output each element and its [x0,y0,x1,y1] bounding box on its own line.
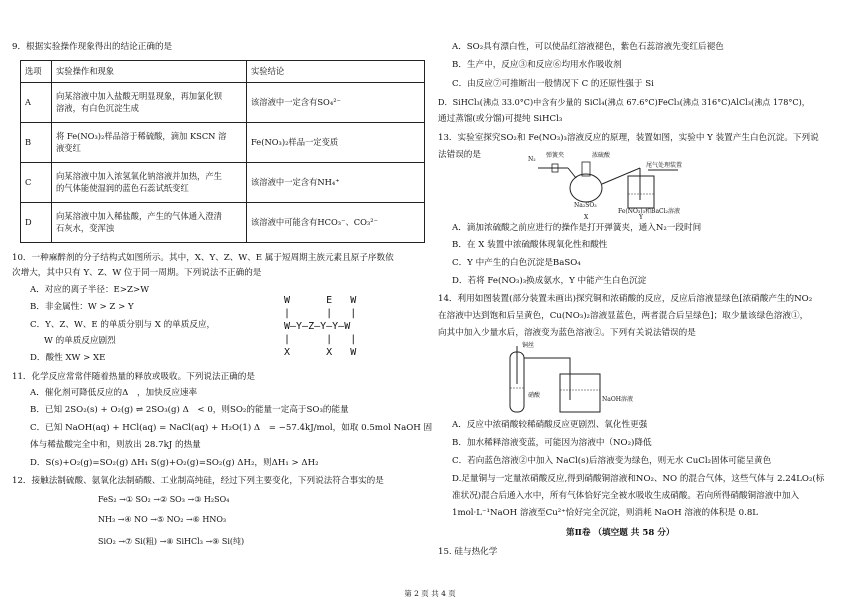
label-na2so3: Na₂SO₃ [574,202,597,209]
q14-option-b: B．加水稀释溶液变蓝，可能因为溶液中（NO₂)降低 [452,438,652,448]
q14-apparatus-figure [500,344,650,416]
q11-option-c-1: C．已知 NaOH(aq) + HCl(aq) = NaCl(aq) + H₂O(1) Δ = −57.4kJ/mol，如取 0.5mol NaOH 固 [30,423,433,433]
row-operation: 向某溶液中加入盐酸无明显现象，再加氯化钡 溶液，有白色沉淀生成 [52,83,247,123]
apparatus-drawing [500,344,650,416]
label-n2: N₂ [528,156,536,163]
q12-reaction-sulfur: FeS₂ →① SO₂ →② SO₃ →③ H₂SO₄ [98,495,230,504]
row-operation: 将 Fe(NO₃)₂样品溶于稀硫酸，滴加 KSCN 溶 液变红 [52,123,247,163]
q10-option-b: B．非金属性：W > Z > Y [30,302,134,312]
table-row [21,123,425,163]
q13-stem-2: 法错误的是 [438,150,481,160]
row-conclusion: Fe(NO₃)₂样品一定变质 [247,123,425,163]
row-operation: 向某溶液中加入浓氢氧化钠溶液并加热，产生 的气体能使湿润的蓝色石蕊试纸变红 [52,163,247,203]
row-operation: 向某溶液中加入稀盐酸，产生的气体通入澄清 石灰水，变浑浊 [52,203,247,243]
q15-stem: 15. 硅与热化学 [438,547,498,557]
q14-stem-3: 向其中加入少量水后，溶液变为蓝色溶液②。下列有关说法错误的是 [438,328,696,338]
label-naoh: NaOH溶液 [602,396,633,403]
q14-option-d-1: D.足量铜与一定量浓硝酸反应,得到硝酸铜溶液和NO₂、NO 的混合气体，这些气体与 2.24LO₂(标 [452,474,825,484]
q13-apparatus-figure [528,150,688,220]
label-spring-clip: 弹簧夹 [546,152,565,159]
q13-option-d: D．若将 Fe(NO₃)₃换成氨水，Y 中能产生白色沉淀 [452,276,647,286]
label-copper-wire: 铜丝 [522,342,535,349]
molecule-structure: W E W | | | W—Y—Z—Y—Y—W | | | X X W [284,295,357,358]
header-option: 选项 [21,61,52,83]
q14-option-d-3: 1mol·L⁻¹NaOH 溶液至Cu²⁺恰好完全沉淀，则消耗 NaOH 溶液的体积是 0.8L [452,508,758,518]
row-option: C [21,163,52,203]
q9-stem: 9．根据实验操作现象得出的结论正确的是 [12,42,173,52]
table-row [21,83,425,123]
q10-stem-2: 次增大，其中只有 Y、Z、W 位于同一周期。下列说法不正确的是 [12,268,262,278]
q10-option-a: A．对应的离子半径：E>Z>W [30,285,150,295]
row-conclusion: 该溶液中一定含有SO₄²⁻ [247,83,425,123]
label-solution: Fe(NO₃)₃和BaCl₂溶液 [618,208,680,215]
q13-option-b: B．在 X 装置中浓硫酸体现氧化性和酸性 [452,240,608,250]
q12-option-a: A．SO₂具有漂白性，可以使品红溶液褪色，紫色石蕊溶液先变红后褪色 [452,42,724,52]
q14-option-c: C．若向蓝色溶液②中加入 NaCl(s)后溶液变为绿色，则无水 CuCl₂固体可能呈黄色 [452,456,772,466]
table-row [21,203,425,243]
section-title: 第Ⅱ卷 （填空题 共 58 分） [566,528,675,538]
q12-option-d-1: D．SiHCl₃(沸点 33.0°C)中含有少量的 SiCl₄(沸点 67.6°C)FeCl₃(沸点 316°C)AlCl₃(沸点 178°C)， [438,97,810,107]
q11-stem: 11．化学反应常常伴随着热量的释放或吸收。下列说法正确的是 [12,372,255,382]
q10-stem-1: 10．一种麻醉剂的分子结构式如图所示。其中，X、Y、Z、W、E 属于短周期主族元素且原子序数依 [12,253,394,263]
q10-option-c-2: W 的单质反应剧烈 [44,336,116,346]
q13-option-c: C．Y 中产生的白色沉淀是BaSO₄ [452,258,581,268]
q11-option-b: B．已知 2SO₂(s) + O₂(g) ⇌ 2SO₃(g) Δ < 0，则SO₂的能量一定高于SO₃的能量 [30,405,349,415]
q11-option-c-2: 体与稀盐酸完全中和，则放出 28.7kJ 的热量 [30,440,201,450]
q10-option-d: D．酸性 XW > XE [30,353,106,363]
q12-reaction-silicon: SiO₂ →⑦ Si(粗) →⑧ SiHCl₃ →⑨ Si(纯) [98,537,245,546]
q10-option-c-1: C．Y、Z、W、E 的单质分别与 X 的单质反应， [30,320,216,330]
q13-stem-1: 13．实验室探究SO₂和 Fe(NO₃)₃溶液反应的原理，装置如图，实验中 Y 装置产生白色沉淀。下列说 [438,133,819,143]
row-option: B [21,123,52,163]
q14-option-d-2: 准状况)混合后通入水中，所有气体恰好完全被水吸收生成硝酸。若向所得硝酸铜溶液中加入 [452,491,800,501]
page-footer: 第 2 页 共 4 页 [404,589,456,598]
label-y: Y [639,214,643,221]
q13-option-a: A．滴加浓硫酸之前应进行的操作是打开弹簧夹，通入N₂一段时间 [452,223,702,233]
q14-option-a: A．反应中浓硝酸较稀硝酸反应更剧烈、氧化性更强 [452,420,648,430]
row-option: A [21,83,52,123]
header-conclusion: 实验结论 [247,61,425,83]
q11-option-a: A．催化剂可降低反应的Δ ，加快反应速率 [30,388,198,398]
q14-stem-1: 14．利用如图装置(部分装置未画出)探究铜和浓硝酸的反应，反应后溶液显绿色[浓硝酸产生的NO₂ [438,294,813,304]
row-conclusion: 该溶液中可能含有HCO₃⁻、CO₃²⁻ [247,203,425,243]
label-x: X [584,214,589,221]
q9-table [20,60,425,243]
table-header-row [21,61,425,83]
q11-option-d: D．S(s)+O₂(g)=SO₂(g) ΔH₁ S(g)+O₂(g)=SO₂(g) ΔH₂，则ΔH₁ > ΔH₂ [30,458,319,468]
q12-option-b: B．生产中，反应③和反应⑥均用水作吸收剂 [452,60,622,70]
q12-reaction-nitrogen: NH₃ →④ NO →⑤ NO₂ →⑥ HNO₃ [98,515,227,524]
label-tail-gas: 尾气处理装置 [646,162,683,169]
header-operation: 实验操作和现象 [52,61,247,83]
q12-stem: 12．接触法制硫酸、氨氧化法制硝酸、工业制高纯硅，经过下列主要变化，下列说法符合事实的是 [12,476,384,486]
row-option: D [21,203,52,243]
row-conclusion: 该溶液中一定含有NH₄⁺ [247,163,425,203]
label-conc-acid: 浓硫酸 [592,152,611,159]
q12-option-d-2: 通过蒸馏(或分馏)可提纯 SiHCl₃ [438,114,563,124]
q14-stem-2: 在溶液中达到饱和后呈黄色，Cu(NO₃)₂溶液显蓝色，两者混合后呈绿色]；取少量该绿色溶液①， [438,311,809,321]
table-row [21,163,425,203]
q12-option-c: C．由反应⑦可推断出一般情况下 C 的还原性强于 Si [452,79,654,89]
label-nitric-acid: 硝酸 [528,392,541,399]
